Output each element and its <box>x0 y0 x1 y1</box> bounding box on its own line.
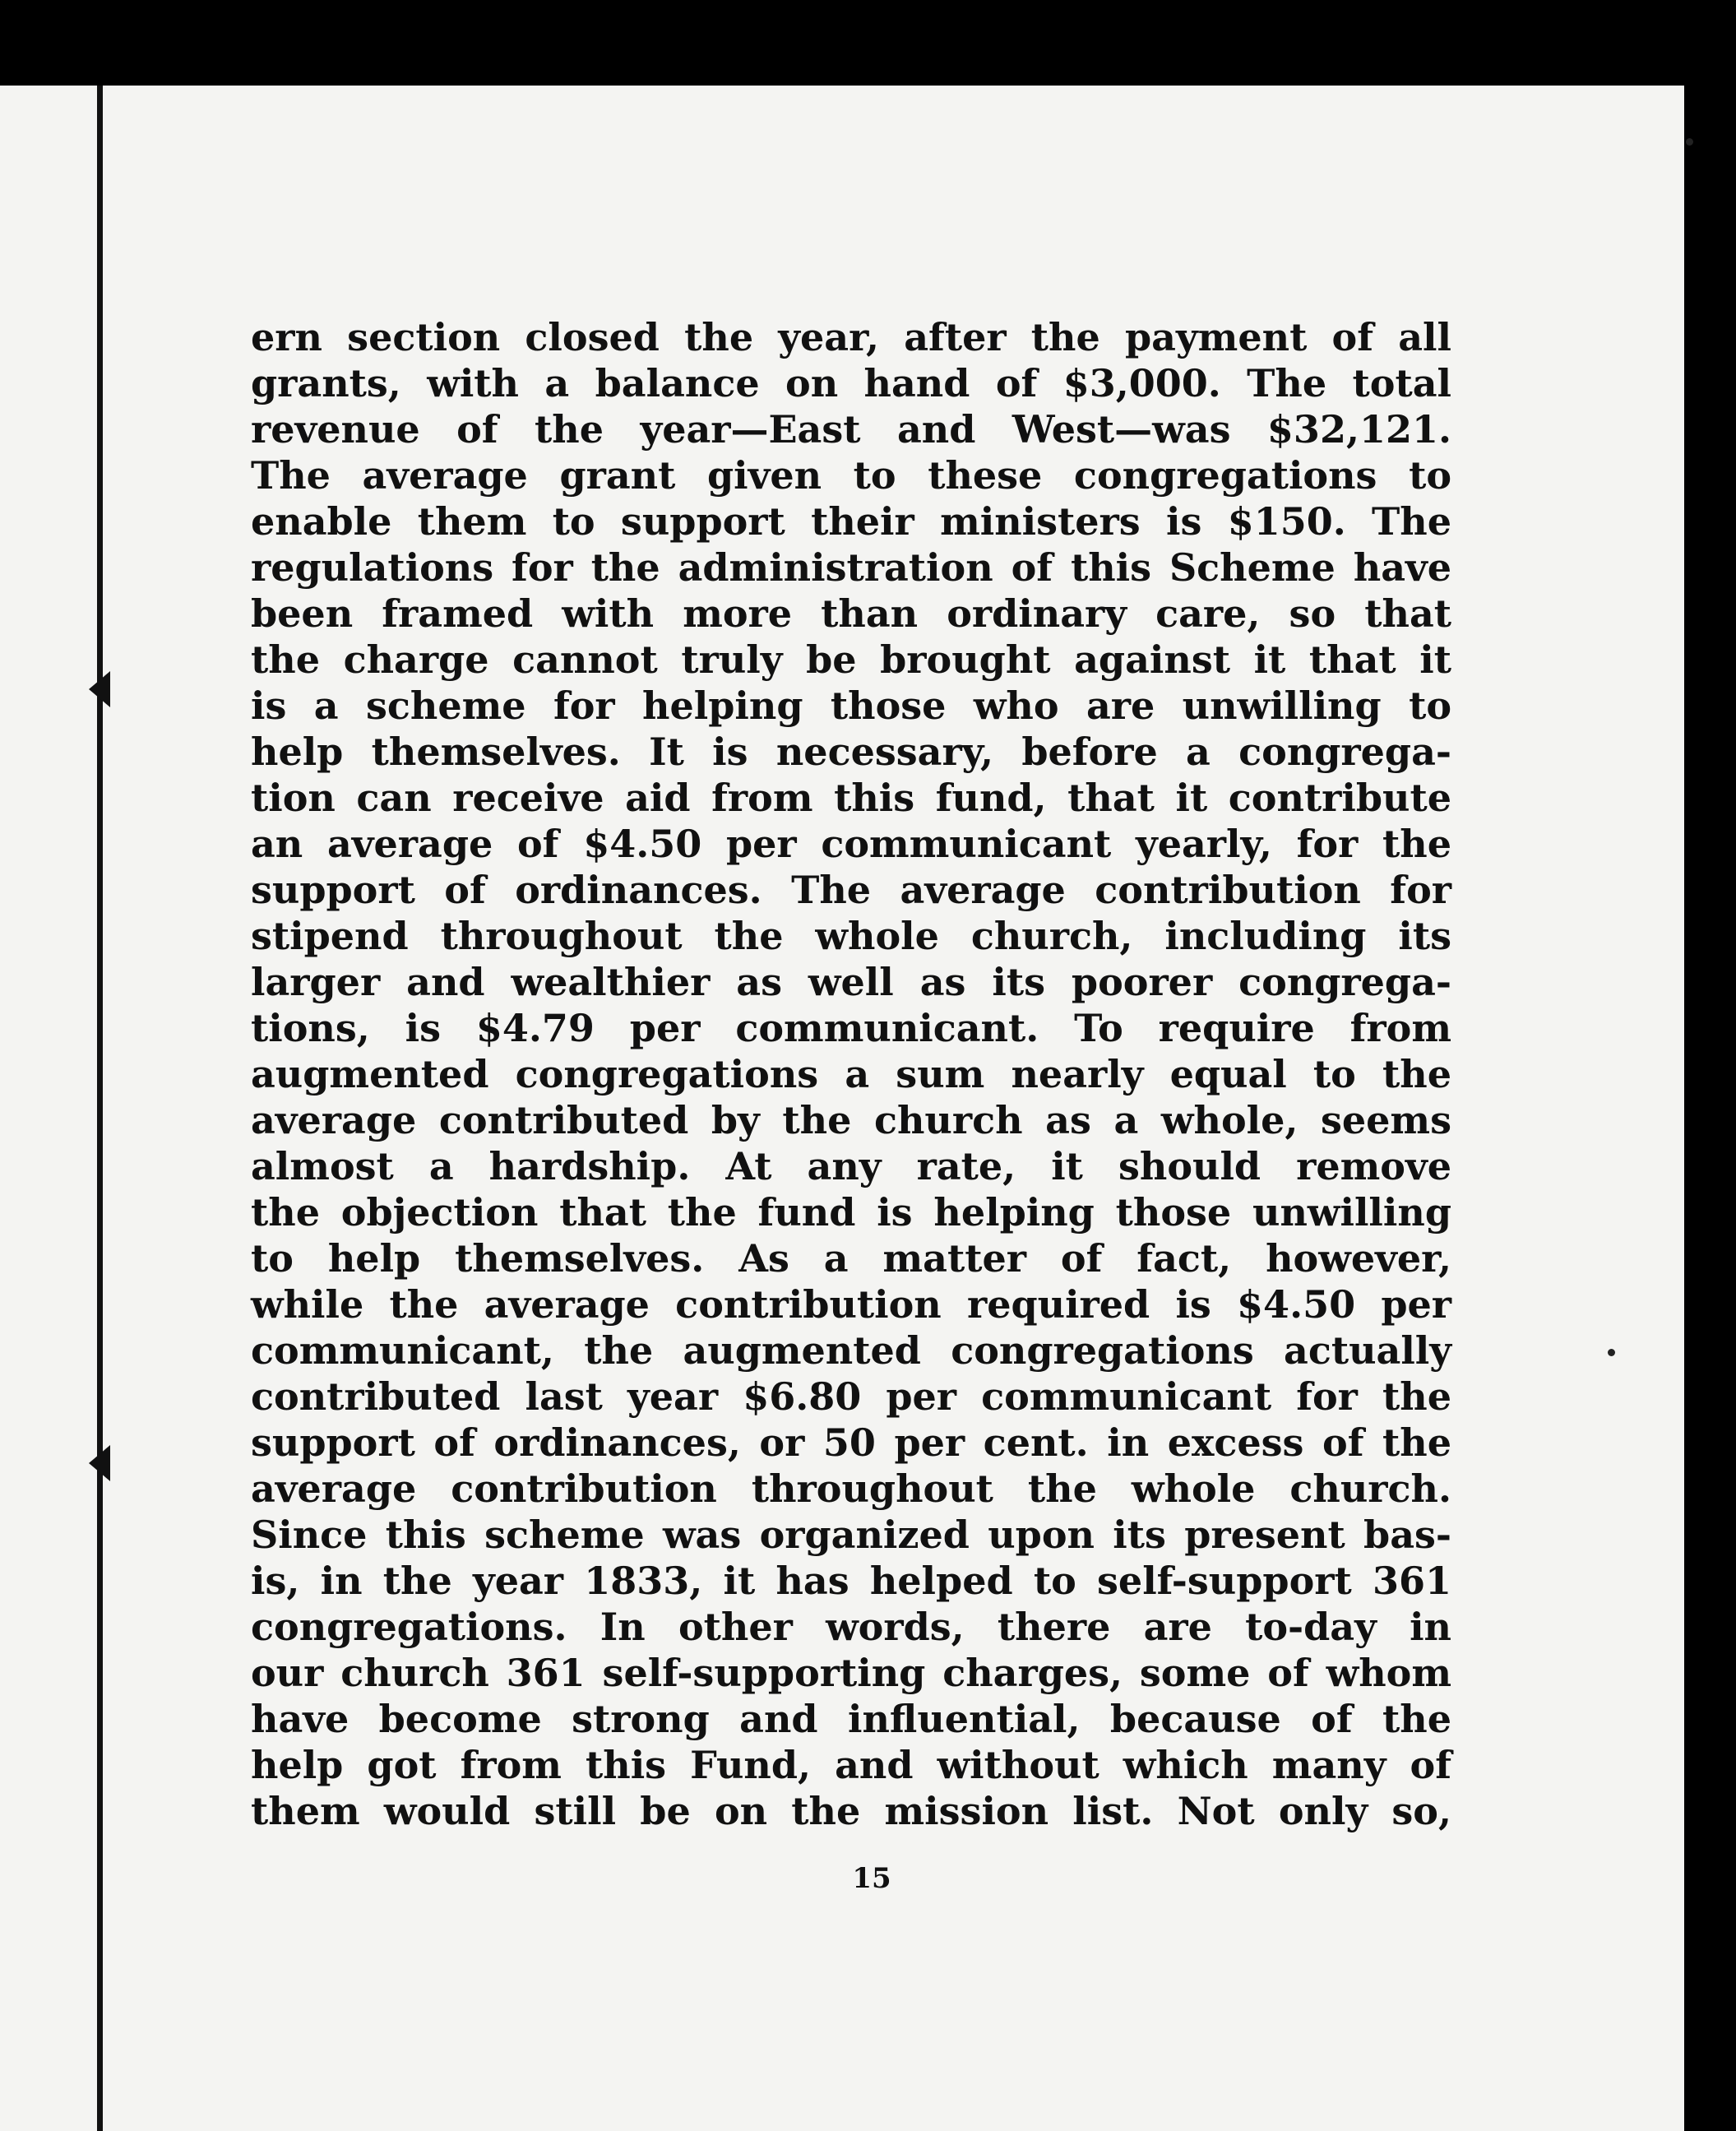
text-line: is, in the year 1833, it has helped to self-support 361 <box>251 1559 1451 1603</box>
scan-speck <box>1608 1349 1615 1356</box>
text-line: while the average contribution required is $4.50 per <box>251 1282 1451 1327</box>
body-text <box>251 314 1451 1834</box>
text-line: help themselves. It is necessary, before a congrega- <box>251 730 1451 774</box>
text-line: regulations for the administration of this Scheme have <box>251 545 1451 590</box>
text-line: contributed last year $6.80 per communicant for the <box>251 1374 1451 1419</box>
text-line: the charge cannot truly be brought against it that it <box>251 637 1451 682</box>
text-line: congregations. In other words, there are to-day in <box>251 1605 1451 1649</box>
text-line: average contribution throughout the whole church. <box>251 1466 1451 1511</box>
text-line: been framed with more than ordinary care, so that <box>251 591 1451 636</box>
text-line: augmented congregations a sum nearly equal to the <box>251 1052 1451 1096</box>
text-line: tion can receive aid from this fund, that it contribute <box>251 776 1451 820</box>
text-line: almost a hardship. At any rate, it should remove <box>251 1144 1451 1188</box>
page-number: 15 <box>852 1862 891 1895</box>
text-line: is a scheme for helping those who are unwilling to <box>251 683 1451 728</box>
text-line: tions, is $4.79 per communicant. To require from <box>251 1006 1451 1050</box>
scan-speck <box>1686 138 1693 146</box>
text-line: an average of $4.50 per communicant yearly, for the <box>251 822 1451 866</box>
text-line: stipend throughout the whole church, including its <box>251 914 1451 958</box>
text-line: revenue of the year—East and West—was $32,121. <box>251 407 1451 452</box>
text-line: support of ordinances, or 50 per cent. in excess of the <box>251 1420 1451 1465</box>
text-line: our church 361 self-supporting charges, some of whom <box>251 1651 1451 1695</box>
scan-top-border <box>0 0 1736 86</box>
text-line: The average grant given to these congregations to <box>251 453 1451 498</box>
text-line: support of ordinances. The average contribution for <box>251 868 1451 912</box>
text-line: have become strong and influential, because of the <box>251 1697 1451 1741</box>
text-line: the objection that the fund is helping those unwilling <box>251 1190 1451 1235</box>
text-line: larger and wealthier as well as its poorer congrega- <box>251 960 1451 1004</box>
text-line: help got from this Fund, and without which many of <box>251 1743 1451 1787</box>
text-line: ern section closed the year, after the payment of all <box>251 315 1451 359</box>
text-line: them would still be on the mission list. Not only so, <box>251 1789 1451 1833</box>
text-line: grants, with a balance on hand of $3,000. The total <box>251 361 1451 405</box>
text-line: to help themselves. As a matter of fact, however, <box>251 1236 1451 1281</box>
text-line: Since this scheme was organized upon its present bas- <box>251 1513 1451 1557</box>
text-line: enable them to support their ministers is $150. The <box>251 499 1451 544</box>
text-line: communicant, the augmented congregations actually <box>251 1328 1451 1373</box>
text-line: average contributed by the church as a whole, seems <box>251 1098 1451 1142</box>
binding-edge <box>97 86 103 2131</box>
